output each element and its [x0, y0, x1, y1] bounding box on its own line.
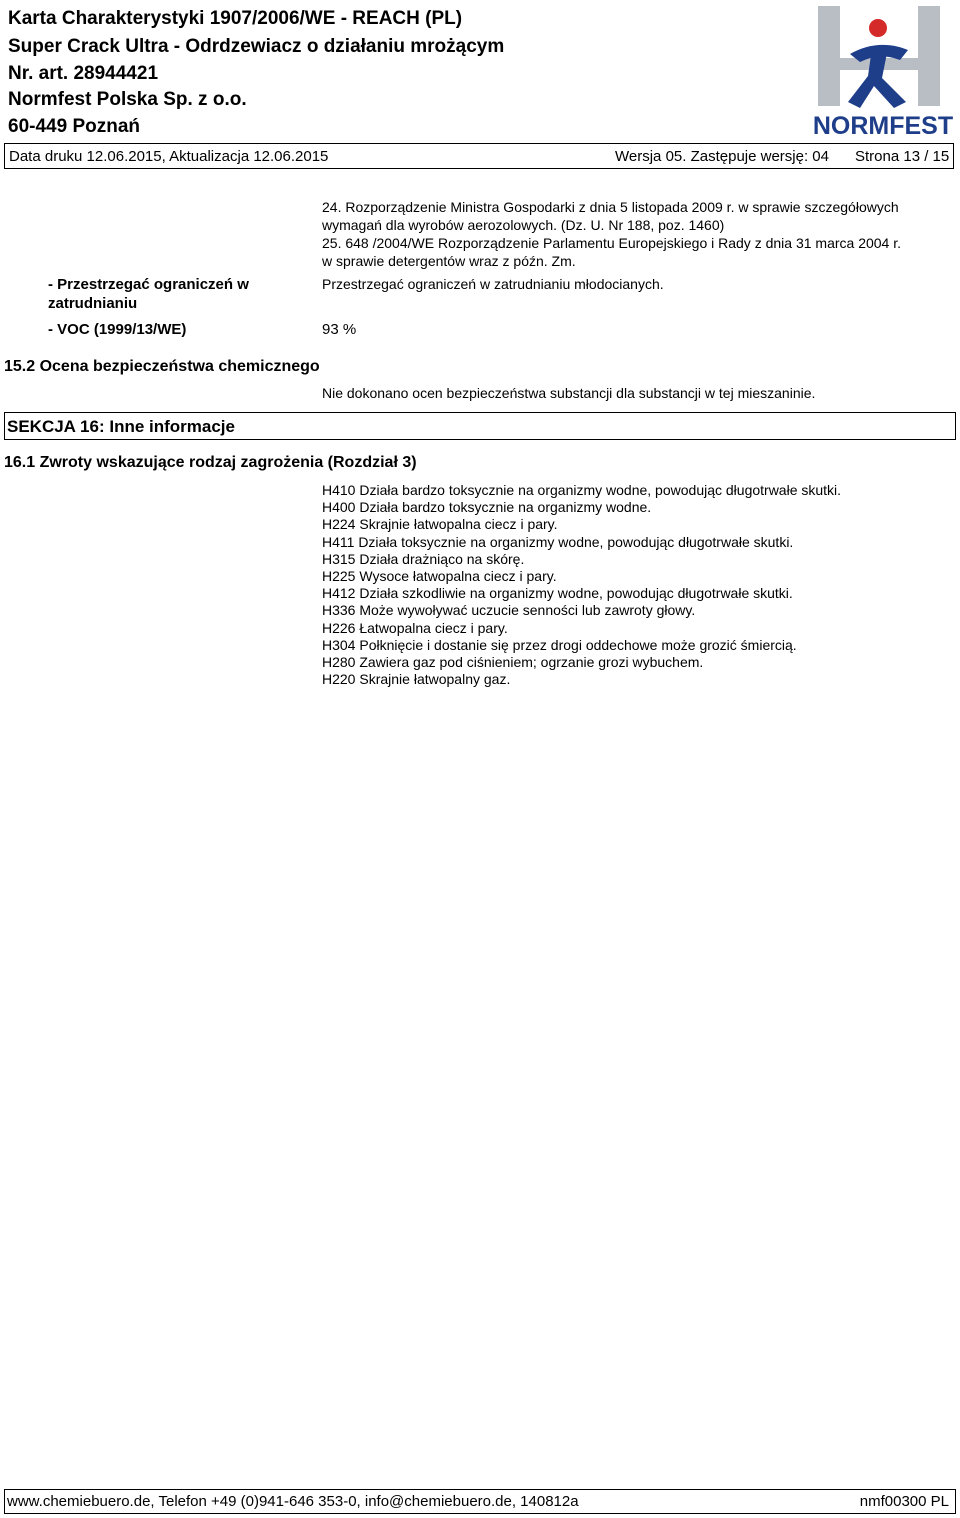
- normfest-logo-graphic: [810, 4, 956, 140]
- h-statement: H225 Wysoce łatwopalna ciecz i pary.: [322, 568, 557, 585]
- h-statement: H315 Działa drażniąco na skórę.: [322, 550, 525, 567]
- restrictions-label: - Przestrzegać ograniczeń w: [48, 276, 249, 293]
- regulation-line: 24. Rozporządzenie Ministra Gospodarki z dnia 5 listopada 2009 r. w sprawie szczegółowych: [322, 199, 899, 215]
- product-name: Super Crack Ultra - Odrdzewiacz o działaniu mrożącym: [8, 36, 505, 57]
- h-statement: H220 Skrajnie łatwopalny gaz.: [322, 671, 511, 688]
- restrictions-label-cont: zatrudnianiu: [48, 295, 138, 312]
- normfest-logo: [810, 4, 956, 140]
- logo-wordmark: NORMFEST: [812, 112, 954, 140]
- h-statement: H336 Może wywoływać uczucie senności lub zawroty głowy.: [322, 602, 696, 619]
- regulation-line: wymagań dla wyrobów aerozolowych. (Dz. U. Nr 188, poz. 1460): [322, 217, 725, 233]
- section-16-title: SEKCJA 16: Inne informacje: [7, 417, 235, 436]
- h-statement: H412 Działa szkodliwie na organizmy wodne, powodując długotrwałe skutki.: [322, 585, 793, 602]
- h-statement: H224 Skrajnie łatwopalna ciecz i pary.: [322, 516, 558, 533]
- restrictions-value: Przestrzegać ograniczeń w zatrudnianiu młodocianych.: [322, 276, 664, 292]
- info-bar: [4, 143, 954, 169]
- h-statement: H411 Działa toksycznie na organizmy wodne, powodując długotrwałe skutki.: [322, 533, 794, 550]
- footer-code: nmf00300 PL: [859, 1493, 949, 1510]
- company-address: 60-449 Poznań: [8, 116, 140, 137]
- page-footer: [4, 1489, 956, 1514]
- h-statement: H226 Łatwopalna ciecz i pary.: [322, 619, 508, 636]
- h-statement: H400 Działa bardzo toksycznie na organizmy wodne.: [322, 499, 652, 516]
- document-title: Karta Charakterystyki 1907/2006/WE - REACH (PL): [8, 8, 463, 29]
- section-16-1-heading: 16.1 Zwroty wskazujące rodzaj zagrożenia (Rozdział 3): [4, 454, 417, 471]
- company-name: Normfest Polska Sp. z o.o.: [8, 89, 247, 110]
- h-statement: H304 Połknięcie i dostanie się przez drogi oddechowe może grozić śmiercią.: [322, 636, 797, 653]
- footer-contact: www.chemiebuero.de, Telefon +49 (0)941-646 353-0, info@chemiebuero.de, 140812a: [7, 1493, 579, 1510]
- section-15-2-heading: 15.2 Ocena bezpieczeństwa chemicznego: [4, 358, 320, 375]
- voc-label: - VOC (1999/13/WE): [48, 321, 187, 338]
- page-number: Strona 13 / 15: [855, 148, 950, 165]
- article-number: Nr. art. 28944421: [8, 63, 159, 84]
- version-info: Wersja 05. Zastępuje wersję: 04: [615, 148, 829, 165]
- h-statement: H410 Działa bardzo toksycznie na organizmy wodne, powodując długotrwałe skutki.: [322, 482, 842, 498]
- h-statements-list: [322, 482, 841, 688]
- regulation-line: w sprawie detergentów wraz z późn. Zm.: [322, 253, 576, 269]
- voc-value: 93 %: [322, 321, 357, 338]
- section-16-header: [4, 412, 956, 440]
- h-statement: H280 Zawiera gaz pod ciśnieniem; ogrzanie grozi wybuchem.: [322, 654, 704, 671]
- print-date: Data druku 12.06.2015, Aktualizacja 12.06.2015: [9, 148, 329, 165]
- section-15-2-text: Nie dokonano ocen bezpieczeństwa substancji dla substancji w tej mieszaninie.: [322, 385, 816, 401]
- regulation-line: 25. 648 /2004/WE Rozporządzenie Parlamentu Europejskiego i Rady z dnia 31 marca 2004 r.: [322, 235, 902, 251]
